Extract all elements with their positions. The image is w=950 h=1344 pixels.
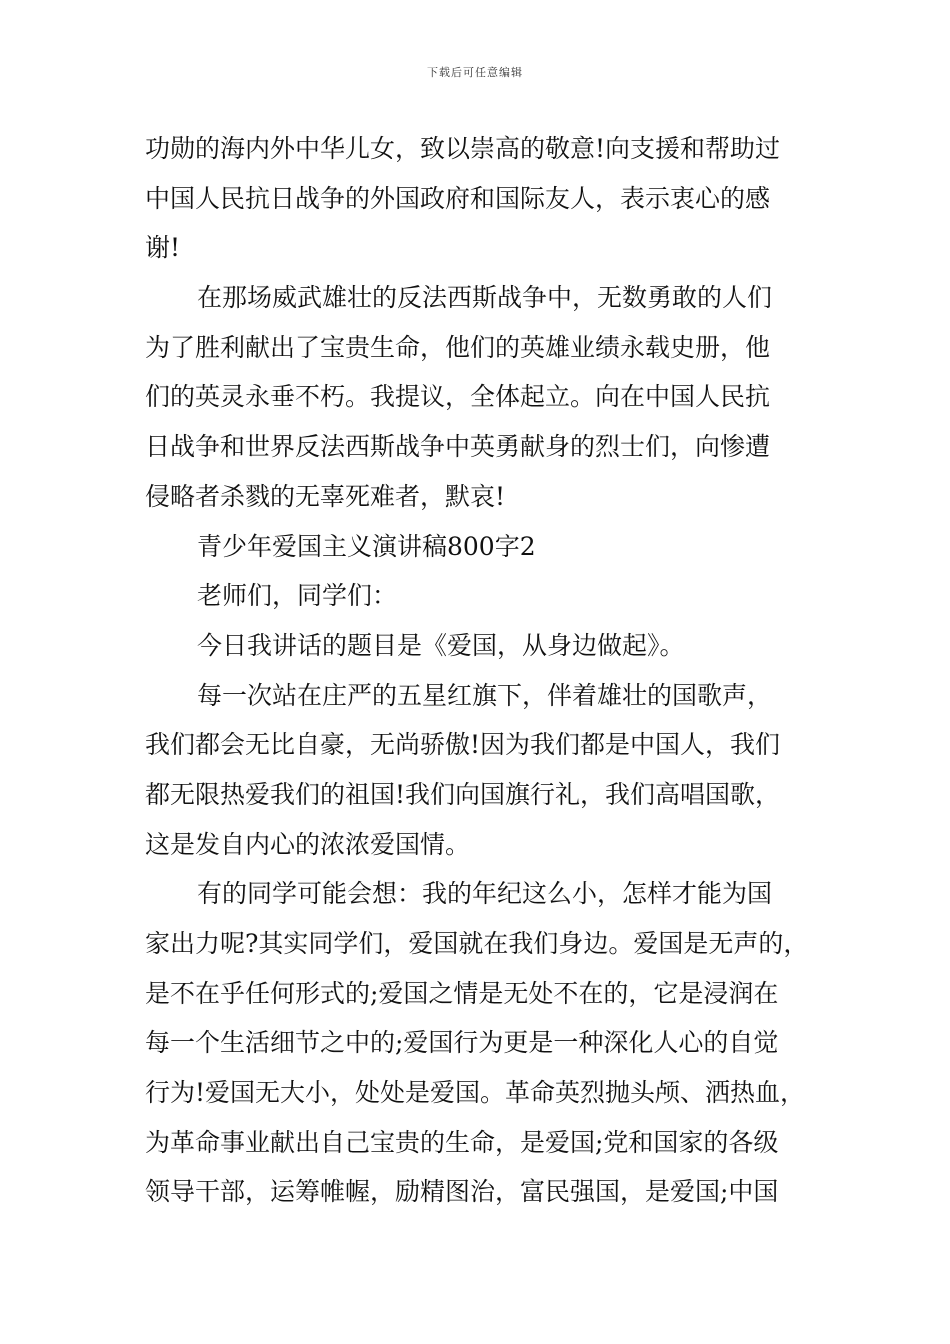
text-line: 每一个生活细节之中的;爱国行为更是一种深化人心的自觉	[145, 1028, 779, 1058]
section-title: 青少年爱国主义演讲稿800字2	[197, 531, 536, 561]
text-line: 今日我讲话的题目是《爱国，从身边做起》。	[197, 630, 685, 660]
text-line: 们的英灵永垂不朽。我提议，全体起立。向在中国人民抗	[145, 382, 771, 412]
text-line: 有的同学可能会想：我的年纪这么小，怎样才能为国	[197, 879, 773, 909]
text-line: 家出力呢?其实同学们，爱国就在我们身边。爱国是无声的，	[145, 929, 809, 958]
text-line: 谢!	[145, 233, 181, 263]
text-line: 为了胜利献出了宝贵生命，他们的英雄业绩永载史册，他	[145, 332, 771, 362]
text-line: 为革命事业献出自己宝贵的生命，是爱国;党和国家的各级	[145, 1127, 779, 1157]
text-line: 在那场威武雄壮的反法西斯战争中，无数勇敢的人们	[197, 283, 773, 313]
text-line: 行为!爱国无大小，处处是爱国。革命英烈抛头颅、洒热血，	[145, 1078, 806, 1108]
salutation: 老师们，同学们：	[197, 581, 398, 611]
text-line: 是不在乎任何形式的;爱国之情是无处不在的，它是浸润在	[145, 978, 779, 1008]
text-line: 每一次站在庄严的五星红旗下，伴着雄壮的国歌声，	[197, 680, 773, 710]
text-line: 领导干部，运筹帷幄，励精图治，富民强国，是爱国;中国	[145, 1177, 779, 1207]
text-line: 日战争和世界反法西斯战争中英勇献身的烈士们，向惨遭	[145, 432, 771, 462]
text-line: 功勋的海内外中华儿女，致以崇高的敬意!向支援和帮助过	[145, 134, 781, 163]
text-line: 这是发自内心的浓浓爱国情。	[145, 829, 471, 859]
text-line: 我们都会无比自豪，无尚骄傲!因为我们都是中国人，我们	[145, 730, 781, 760]
body-text	[145, 124, 815, 1217]
text-line: 都无限热爱我们的祖国!我们向国旗行礼，我们高唱国歌，	[145, 779, 781, 809]
text-line: 侵略者杀戮的无辜死难者，默哀!	[145, 481, 506, 511]
page-header: 下载后可任意编辑	[427, 66, 523, 79]
text-line: 中国人民抗日战争的外国政府和国际友人，表示衷心的感	[145, 183, 771, 213]
